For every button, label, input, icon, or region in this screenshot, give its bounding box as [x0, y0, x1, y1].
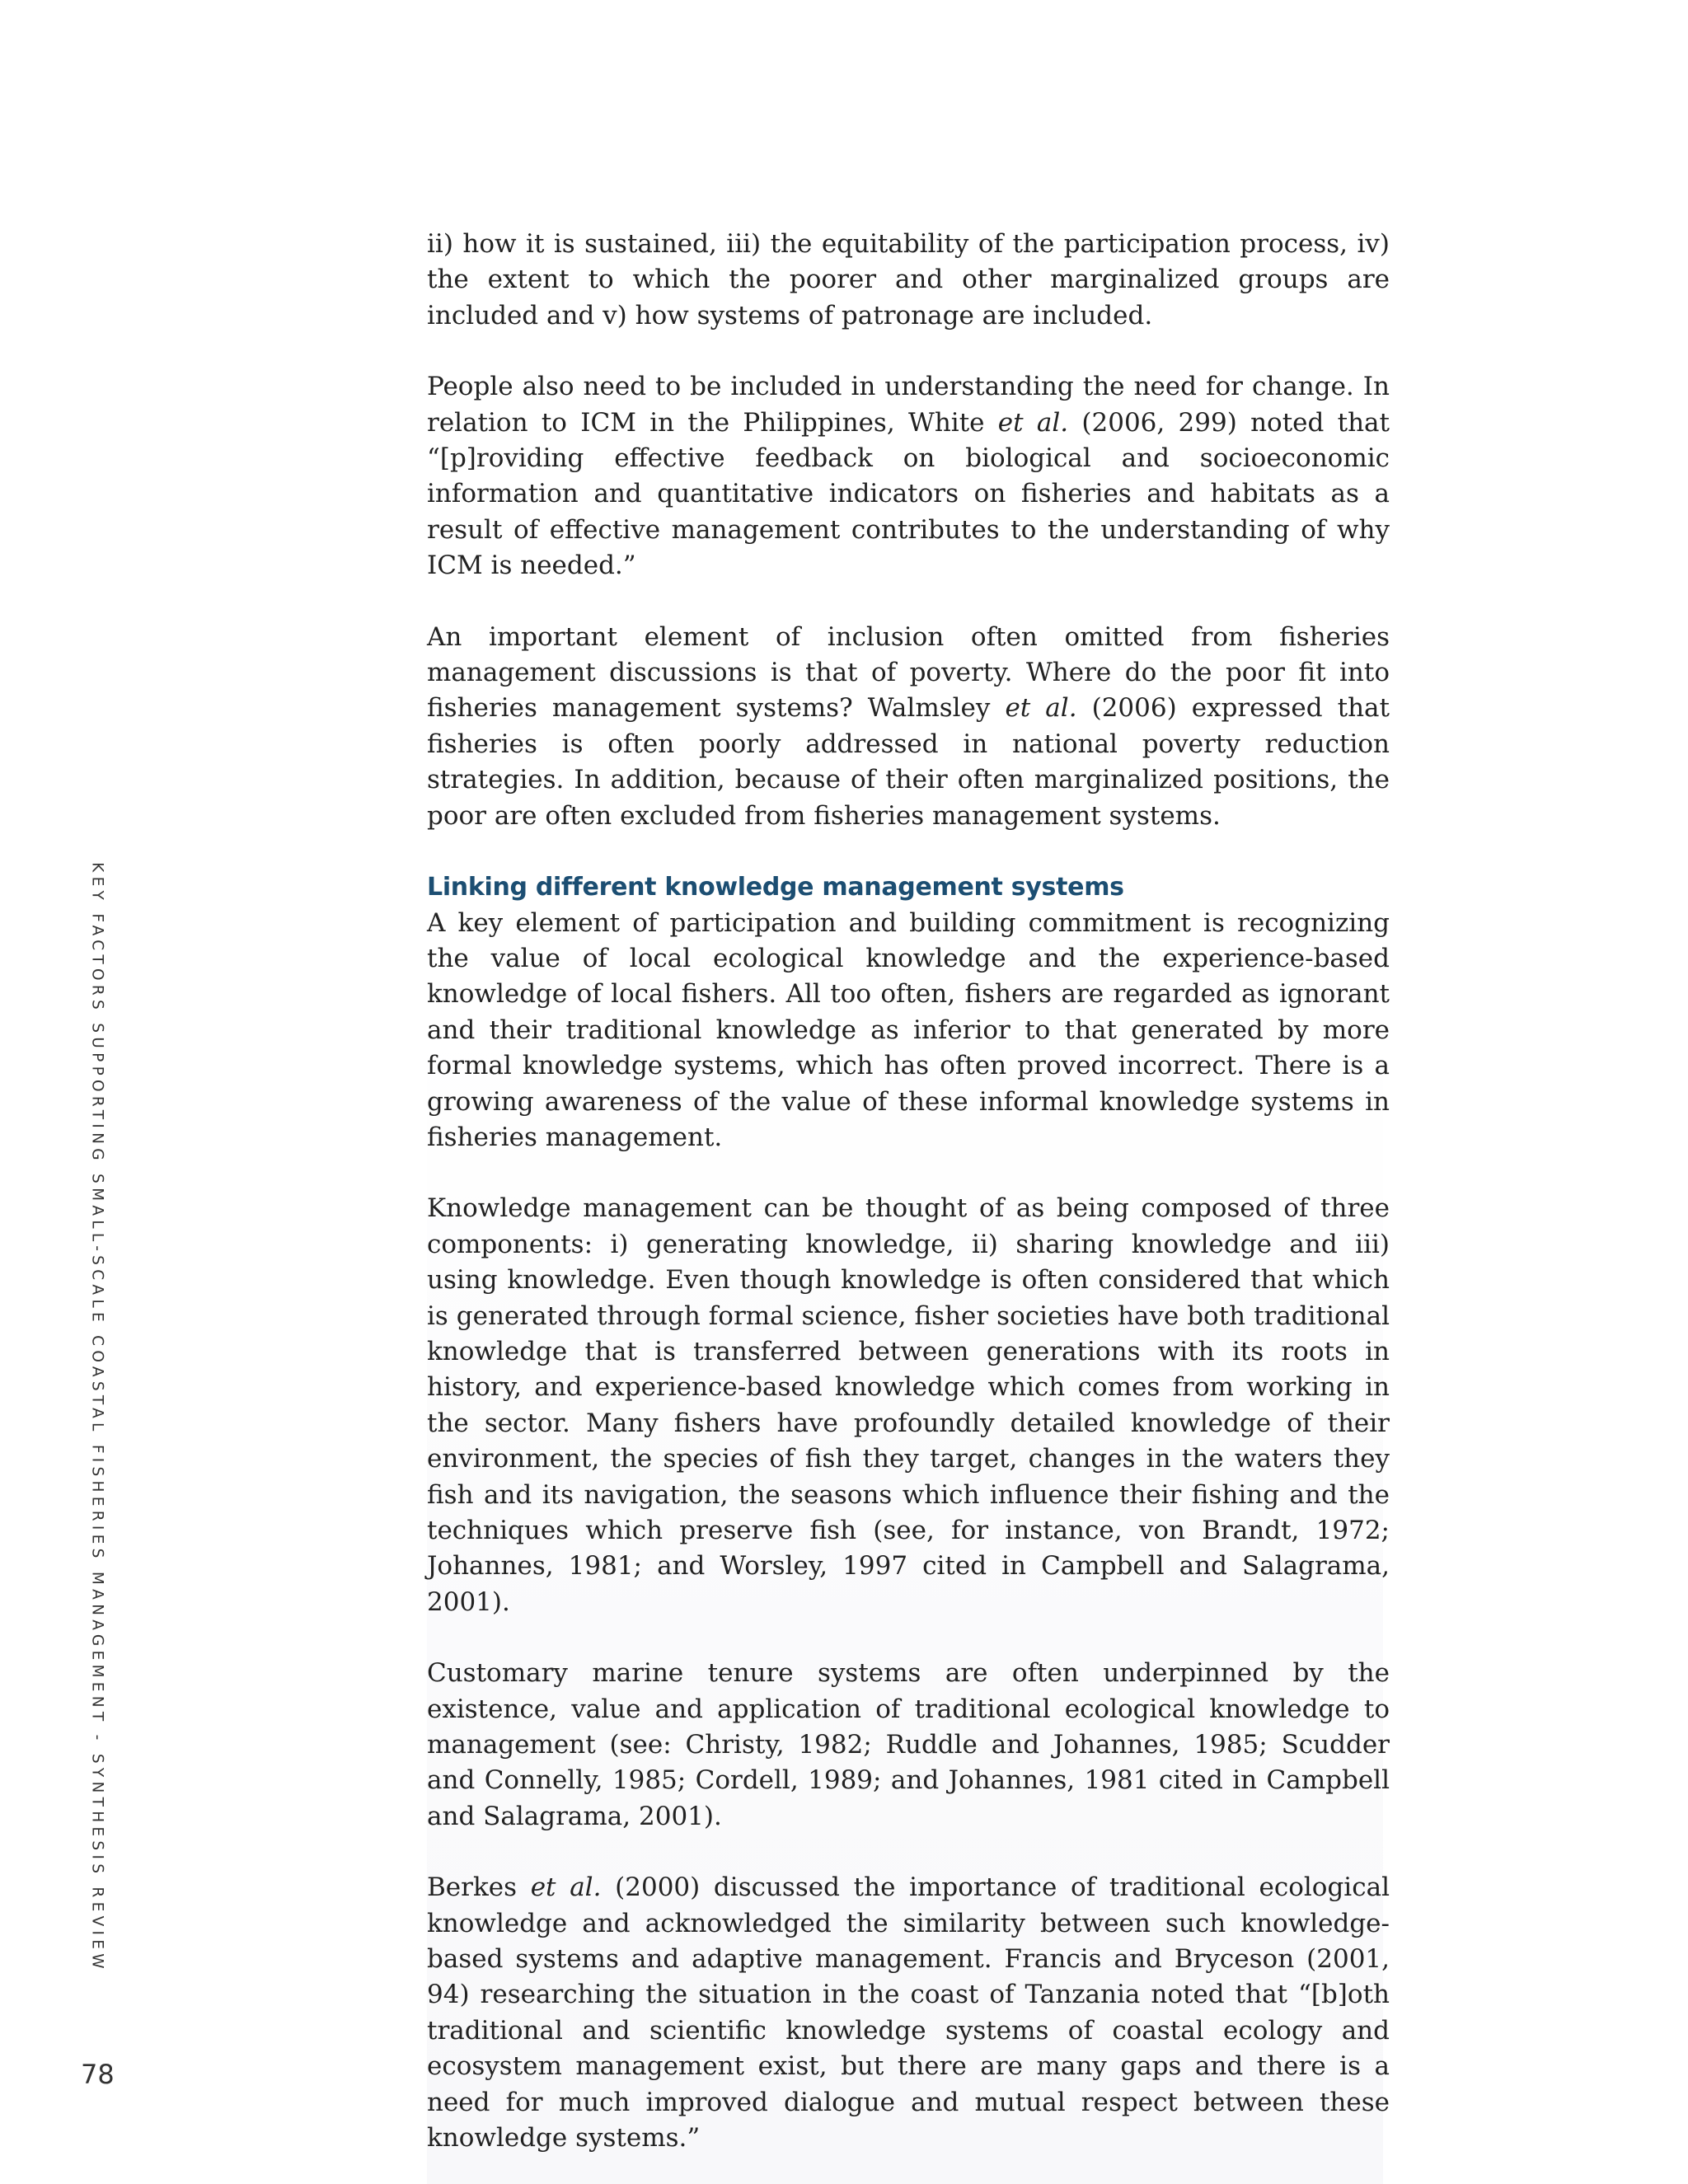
paragraph-knowledge-management: Knowledge management can be thought of as being composed of three components: i) generating knowledge, ii) sharing knowledge and iii) using knowledge. Even though knowledge is often considered that which is generated through formal science, fisher societies have both traditional knowledge that is transferred between generations with its roots in history, and experience-based knowledge which comes from working in the sector. Many fishers have profoundly detailed knowledge of their environment, the species of fish they target, changes in the waters they fish and its navigation, the seasons which influence their fishing and the techniques which preserve fish (see, for instance, von Brandt, 1972; Johannes, 1981; and Worsley, 1997 cited in Campbell and Salagrama, 2001). [427, 1193, 1390, 1617]
citation-et-al: et al. [530, 1872, 602, 1903]
text-segment: An important element of inclusion often omitted from fisheries management discussions is that of poverty. Where do the poor fit into fisheries management systems? Walmsley [427, 621, 1390, 724]
paragraph-poverty [427, 620, 1390, 834]
text-segment: People also need to be included in understanding the need for change. In relation to ICM in the Philippines, White [427, 372, 1390, 438]
text-segment: (2006) expressed that fisheries is often poorly addressed in national poverty reduction strategies. In addition, because of their often marginalized positions, the poor are often excluded from fisheries management systems. [427, 693, 1390, 831]
paragraph-participation-list: ii) how it is sustained, iii) the equitability of the participation process, iv) the extent to which the poorer and other marginalized groups are included and v) how systems of patronage are included. [427, 229, 1390, 330]
main-text-column [427, 227, 1390, 2157]
paragraph-need-for-change [427, 369, 1390, 583]
text-segment: (2000) discussed the importance of traditional ecological knowledge and acknowledged the similarity between such knowledge-based systems and adaptive management. Francis and Bryceson (2001, 94) researching the situation in the coast of Tanzania noted that “[b]oth traditional and scientific knowledge systems of coastal ecology and ecosystem management exist, but there are many gaps and there is a need for much improved dialogue and mutual respect between these knowledge systems.” [427, 1872, 1390, 2154]
section-heading: Linking different knowledge management systems [427, 873, 1124, 902]
paragraph-berkes [427, 1870, 1390, 2156]
page-number: 78 [81, 2059, 115, 2090]
text-segment: Berkes [427, 1872, 531, 1903]
citation-et-al: et al. [1005, 693, 1077, 724]
paragraph-customary-tenure: Customary marine tenure systems are often underpinned by the existence, value and application of traditional ecological knowledge to management (see: Christy, 1982; Ruddle and Johannes, 1985; Scudder and Connelly, 1985; Cordell, 1989; and Johannes, 1981 cited in Campbell and Salagrama, 2001). [427, 1658, 1390, 1831]
paragraph-local-knowledge: A key element of participation and building commitment is recognizing the value of local ecological knowledge and the experience-based knowledge of local fishers. All too often, fishers are regarded as ignorant and their traditional knowledge as inferior to that generated by more formal knowledge systems, which has often proved incorrect. There is a growing awareness of the value of these informal knowledge systems in fisheries management. [427, 907, 1390, 1152]
text-segment: (2006, 299) noted that “[p]roviding effective feedback on biological and socioeconomic information and quantitative indicators on fisheries and habitats as a result of effective management contributes to the understanding of why ICM is needed.” [427, 407, 1390, 581]
running-header: KEY FACTORS SUPPORTING SMALL-SCALE COASTAL FISHERIES MANAGEMENT - SYNTHESIS REVIEW [88, 862, 106, 1973]
citation-et-al: et al. [997, 407, 1069, 438]
